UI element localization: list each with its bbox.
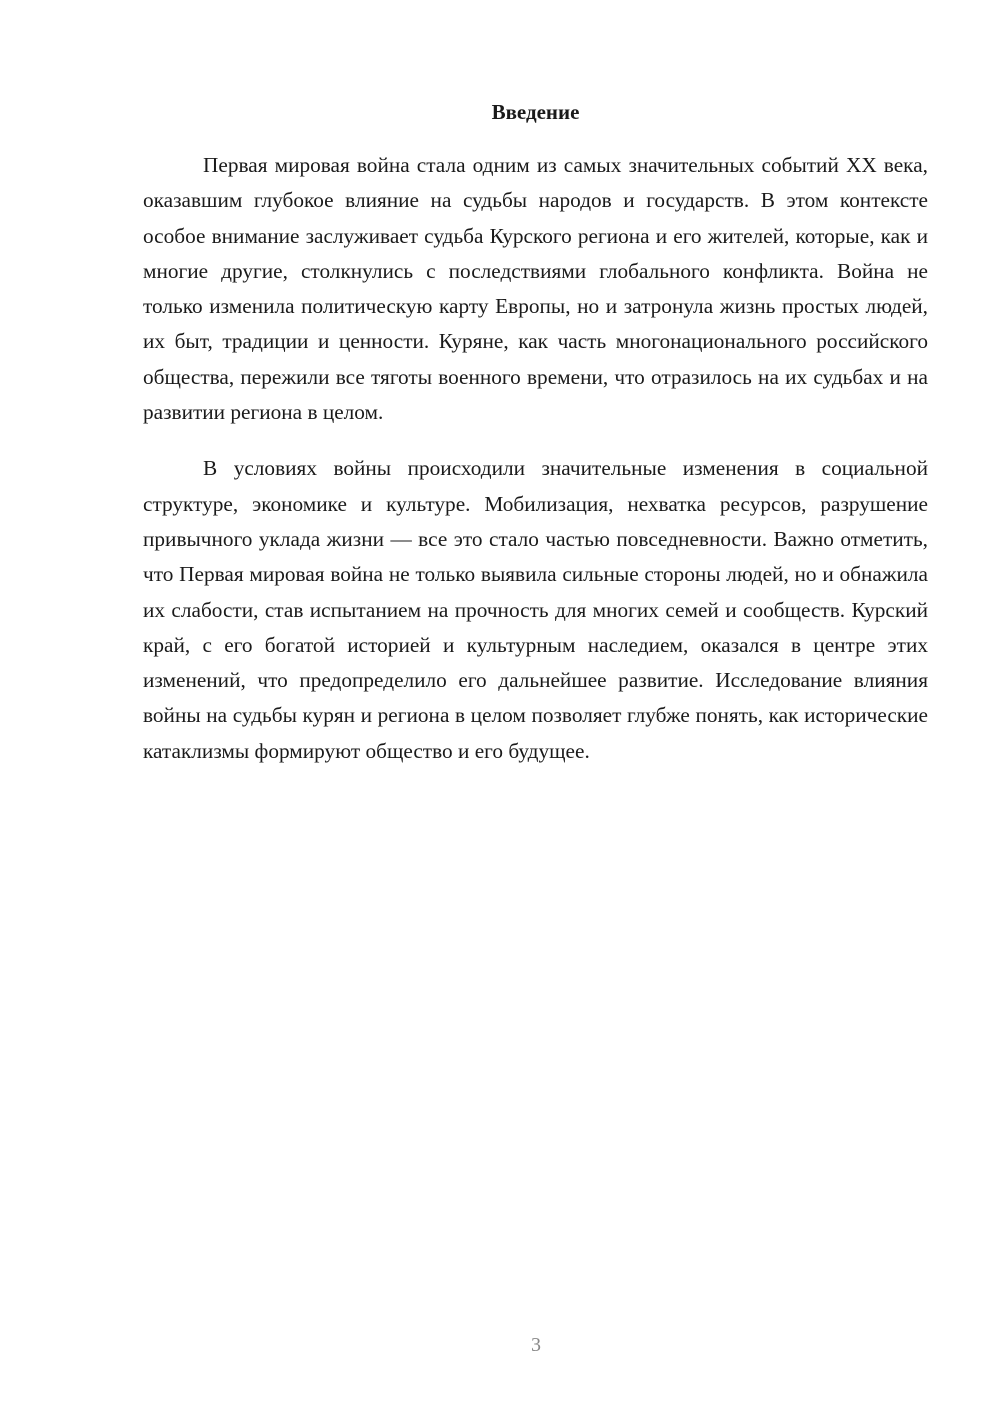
- paragraph-2: В условиях войны происходили значительные изменения в социальной структуре, экономике и культуре. Мобилизация, нехватка ресурсов, разрушение привычного уклада жизни — все это стало частью повседневности. Важно отметить, что Первая мировая война не только выявила сильные стороны людей, но и обнажила их слабости, став испытанием на прочность для многих семей и сообществ. Курский край, с его богатой историей и культурным наследием, оказался в центре этих изменений, что предопределило его дальнейшее развитие. Исследование влияния войны на судьбы курян и региона в целом позволяет глубже понять, как исторические катаклизмы формируют общество и его будущее.: [143, 456, 928, 763]
- page-number: 3: [531, 1334, 541, 1356]
- page-content: [143, 98, 928, 790]
- paragraph-1: Первая мировая война стала одним из самых значительных событий XX века, оказавшим глубокое влияние на судьбы народов и государств. В этом контексте особое внимание заслуживает судьба Курского региона и его жителей, которые, как и многие другие, столкнулись с последствиями глобального конфликта. Война не только изменила политическую карту Европы, но и затронула жизнь простых людей, их быт, традиции и ценности. Куряне, как часть многонационального российского общества, пережили все тяготы военного времени, что отразилось на их судьбах и на развитии региона в целом.: [143, 153, 928, 425]
- section-heading: Введение: [491, 100, 580, 124]
